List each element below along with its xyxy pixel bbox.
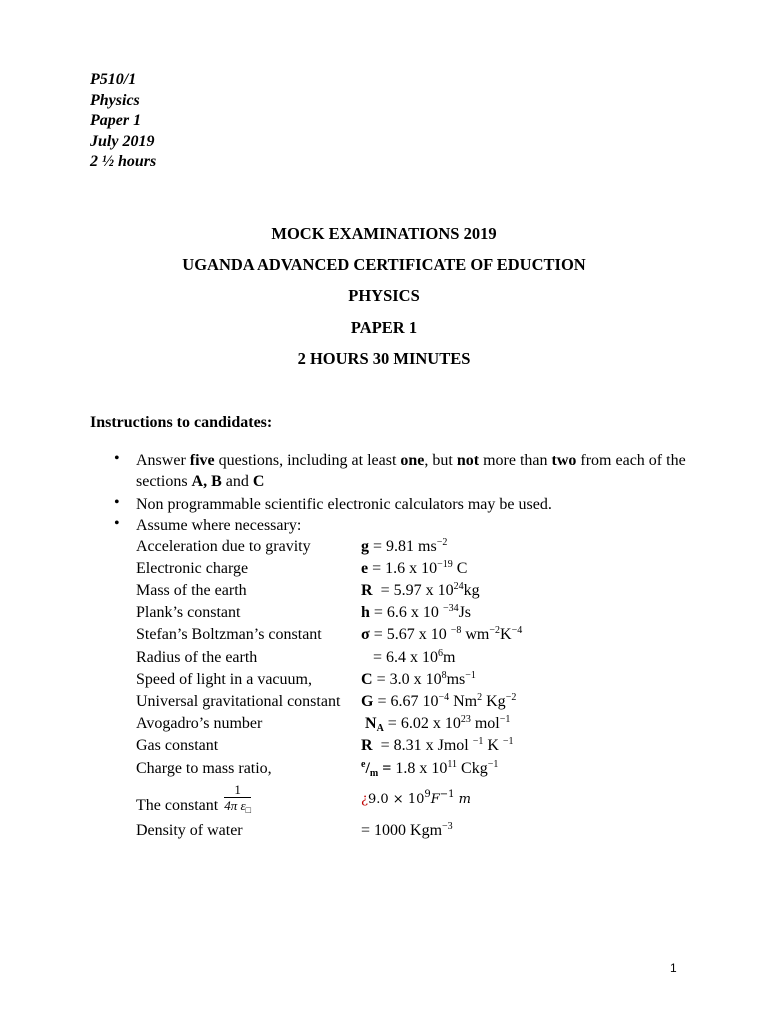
fraction-one-over-four-pi-epsilon: $\frac{1}{4\pi \varepsilon_□}$ [224,782,252,815]
instruction-calculators: Non programmable scientific electronic calculators may be used. [136,496,552,513]
constant-value: h = 6.6 x 10 $^{-34}$Js [361,603,472,621]
constant-value: = 1000 Kgm$^{-3}$ [361,821,453,839]
title-paper: PAPER 1 [350,318,418,337]
constant-label: Speed of light in a vacuum, [136,671,312,688]
constant-value: ¿$9.0 \times 10^9F^{-1}$ m [361,789,471,807]
constant-value: e = 1.6 x $10^{-19}$ C [361,559,468,577]
constant-label: Avogadro’s number [136,715,263,732]
constant-label: Radius of the earth [136,649,258,666]
paper-duration: 2 ½ hours [90,153,157,171]
constant-value: = 6.4 x $10^6m$ [361,648,456,666]
constant-label: Plank’s constant [136,604,241,621]
constant-label: Density of water [136,822,243,839]
bullet-marker: • [114,515,120,532]
constant-value: $N_A = 6.02$ x $10^{23}$ mol$^{-1}$ [361,714,511,734]
constant-label: Acceleration due to gravity [136,538,311,555]
constant-value: G = 6.67 $10^{-4}$ Nm$^2$ $Kg^{-2}$ [361,692,517,710]
bullet-marker: • [114,494,120,511]
title-mock-exams: MOCK EXAMINATIONS 2019 [271,224,497,243]
title-duration: 2 HOURS 30 MINUTES [297,349,471,368]
constant-value: g = 9.81 $ms^{-2}$ [361,537,448,555]
paper-number: Paper 1 [90,112,142,130]
constant-value: R = 8.31 x Jmol $^{-1}$ K $^{-1}$ [361,736,514,754]
constant-label: Universal gravitational constant [136,693,341,710]
constant-value: C = 3.0 x $10^8ms^{-1}$ [361,670,476,688]
constant-label: Gas constant [136,737,219,754]
constant-label: Electronic charge [136,560,249,577]
paper-header [90,70,156,173]
constant-label: Stefan’s Boltzman’s constant [136,626,322,643]
constant-value: $^e/_m = 1.8$ x $10^{11}$ Ckg$^{-1}$ [361,759,499,779]
instructions-heading: Instructions to candidates: [90,414,273,431]
constant-label: Charge to mass ratio, [136,760,272,777]
constant-label: The constant $\frac{1}{4\pi \varepsilon_□}$ [136,782,252,815]
paper-date: July 2019 [90,132,155,150]
constant-value: R = 5.97 x $10^{24}kg$ [361,581,480,599]
bullet-marker: • [114,450,120,467]
title-subject: PHYSICS [348,286,420,305]
title-certificate: UGANDA ADVANCED CERTIFICATE OF EDUCTION [182,255,586,274]
paper-code: P510/1 [90,71,137,88]
constant-label: Mass of the earth [136,582,247,599]
page-number: 1 [670,961,677,975]
instruction-assume: Assume where necessary: [136,517,302,534]
constant-value: σ = 5.67 x 10 $^{-8}$ $wm^{-2}K^{-4}$ [361,625,523,643]
paper-subject: Physics [90,91,140,109]
instruction-answer-five: Answer five questions, including at least one, but not more than two from each of the sections A, B and C [136,452,686,490]
